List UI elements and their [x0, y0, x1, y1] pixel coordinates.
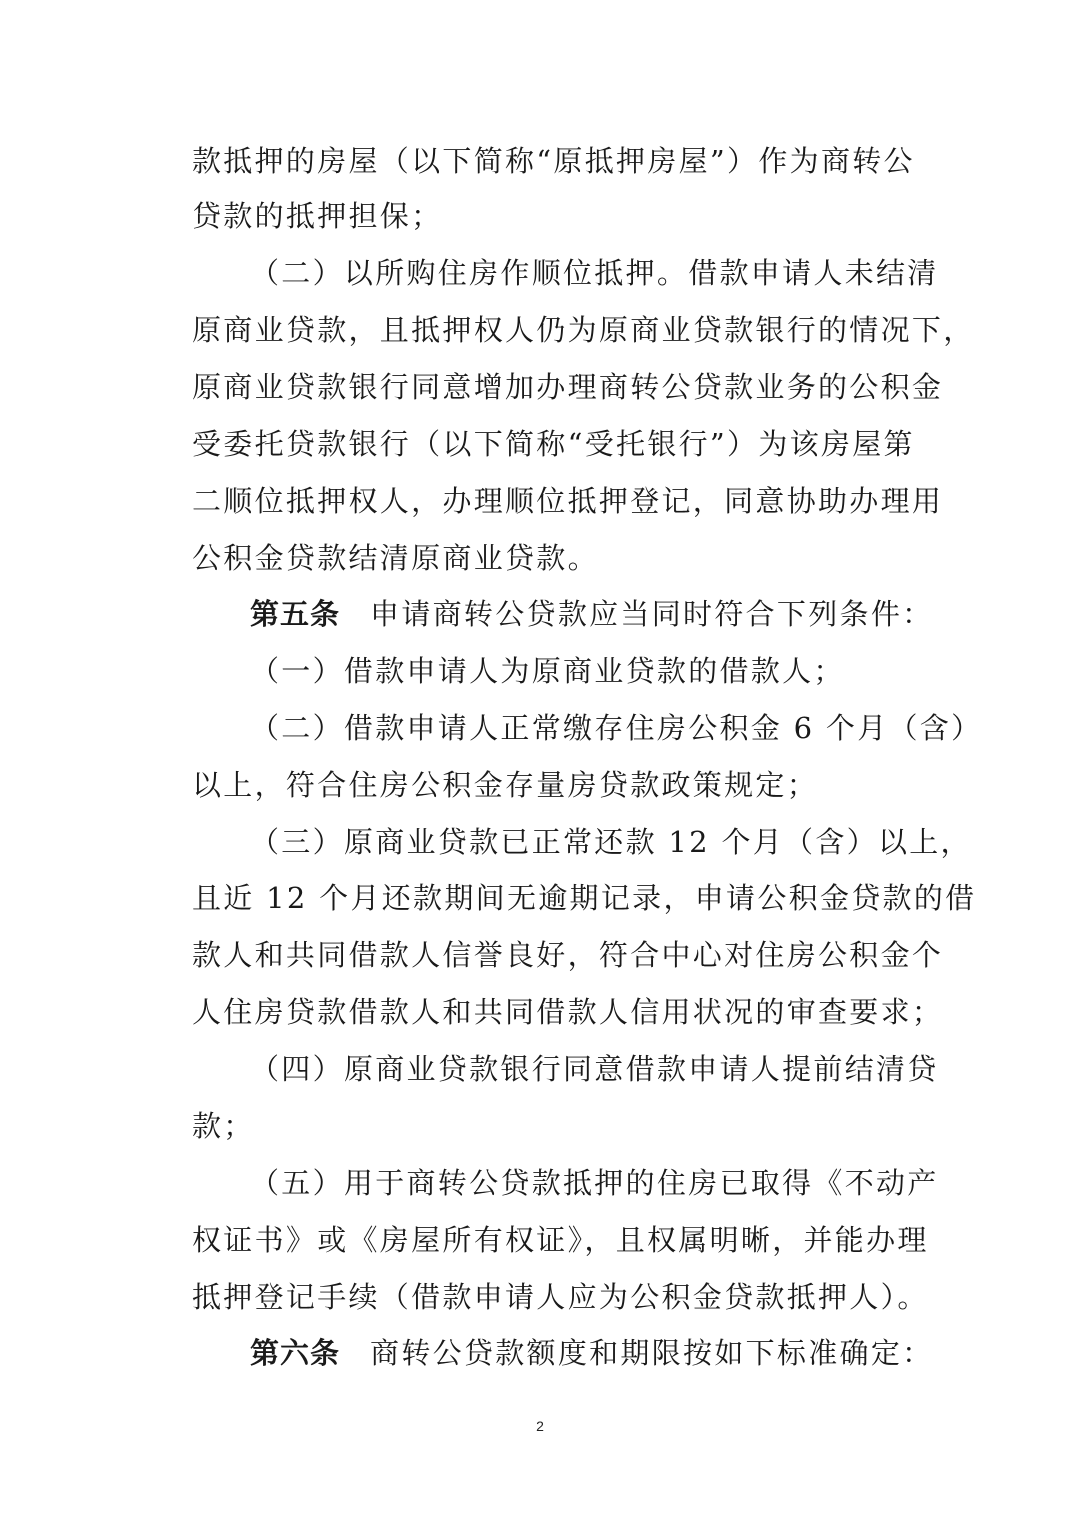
body-line: 受委托贷款银行（以下简称“受托银行”）为该房屋第 — [192, 427, 915, 461]
article-6-text: 商转公贷款额度和期限按如下标准确定： — [370, 1336, 934, 1370]
condition-5-line: （五）用于商转公贷款抵押的住房已取得《不动产 — [250, 1166, 939, 1200]
condition-4-line: （四）原商业贷款银行同意借款申请人提前结清贷 — [250, 1052, 939, 1086]
body-line: 权证书》或《房屋所有权证》，且权属明晰，并能办理 — [192, 1223, 929, 1257]
condition-2-line: （二）借款申请人正常缴存住房公积金 6 个月（含） — [250, 711, 983, 745]
clause-2-line: （二）以所购住房作顺位抵押。借款申请人未结清 — [250, 256, 939, 290]
condition-3-line: （三）原商业贷款已正常还款 12 个月（含）以上， — [250, 825, 972, 859]
article-6-paragraph — [250, 1333, 934, 1373]
article-5-text: 申请商转公贷款应当同时符合下列条件： — [370, 597, 934, 631]
condition-1-line: （一）借款申请人为原商业贷款的借款人； — [250, 654, 845, 688]
article-5-title: 第五条 — [250, 597, 341, 631]
body-line: 以上，符合住房公积金存量房贷款政策规定； — [192, 768, 819, 802]
body-line: 二顺位抵押权人，办理顺位抵押登记，同意协助办理用 — [192, 484, 944, 518]
body-line: 款； — [192, 1109, 255, 1143]
article-6-title: 第六条 — [250, 1336, 341, 1370]
article-5-paragraph — [250, 594, 934, 634]
page-number: 2 — [536, 1418, 544, 1434]
body-line: 且近 12 个月还款期间无逾期记录，申请公积金贷款的借 — [192, 881, 977, 915]
body-line: 原商业贷款，且抵押权人仍为原商业贷款银行的情况下， — [192, 313, 975, 347]
body-line: 款人和共同借款人信誉良好，符合中心对住房公积金个 — [192, 938, 944, 972]
body-line: 贷款的抵押担保； — [192, 199, 443, 233]
body-line: 抵押登记手续（借款申请人应为公积金贷款抵押人）。 — [192, 1280, 929, 1314]
body-line: 款抵押的房屋（以下简称“原抵押房屋”）作为商转公 — [192, 144, 915, 178]
body-line: 人住房贷款借款人和共同借款人信用状况的审查要求； — [192, 995, 944, 1029]
body-line: 原商业贷款银行同意增加办理商转公贷款业务的公积金 — [192, 370, 944, 404]
body-line: 公积金贷款结清原商业贷款。 — [192, 541, 599, 575]
